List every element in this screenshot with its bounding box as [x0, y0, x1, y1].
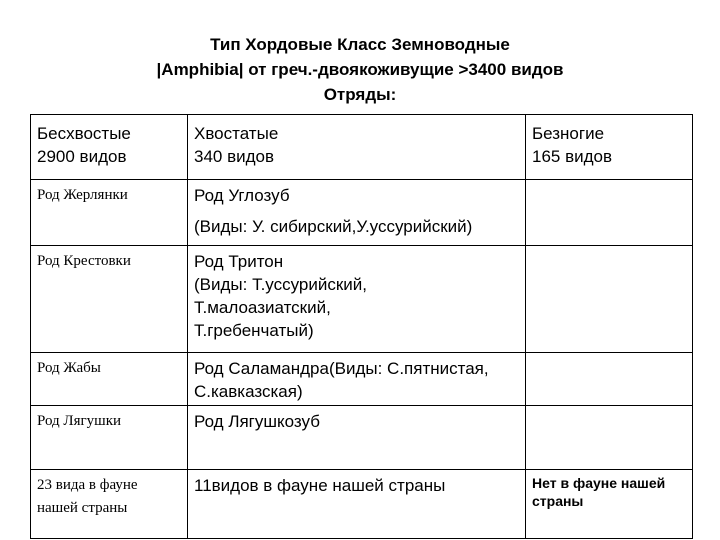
header-count: 340 видов	[194, 147, 275, 166]
table-cell: Род Углозуб (Виды: У. сибирский,У.уссурийский)	[188, 180, 526, 246]
table-row	[31, 353, 693, 406]
table-row	[31, 246, 693, 353]
table-cell: Род Жерлянки	[31, 180, 188, 246]
table-cell	[526, 246, 693, 353]
table-cell: Нет в фауне нашей страны	[526, 470, 693, 539]
table-cell: Род Саламандра(Виды: С.пятнистая, С.кавказская)	[188, 353, 526, 406]
header-count: 165 видов	[532, 147, 613, 166]
title-line-3: Отряды:	[323, 85, 397, 104]
table-cell: Род Крестовки	[31, 246, 188, 353]
table-cell: 23 вида в фауне нашей страны	[31, 470, 188, 539]
table-cell: Род Тритон (Виды: Т.уссурийский, Т.малоазиатский, Т.гребенчатый)	[188, 246, 526, 353]
table-cell: Род Лягушкозуб	[188, 406, 526, 470]
table-header-row	[31, 115, 693, 180]
title-line-2: |Amphibia| от греч.-двоякоживущие >3400 видов	[156, 60, 564, 79]
header-name: Хвостатые	[194, 124, 279, 143]
header-count: 2900 видов	[37, 147, 127, 166]
table-cell	[526, 406, 693, 470]
title-line-1: Тип Хордовые Класс Земноводные	[210, 35, 510, 54]
table-row	[31, 470, 693, 539]
table-cell: 11видов в фауне нашей страны	[188, 470, 526, 539]
header-name: Безногие	[532, 124, 605, 143]
table-row	[31, 180, 693, 246]
header-cell-apoda	[526, 115, 693, 180]
page-title	[0, 32, 720, 107]
orders-table	[30, 114, 693, 539]
table-cell	[526, 180, 693, 246]
table-cell: Род Жабы	[31, 353, 188, 406]
table-cell: Род Лягушки	[31, 406, 188, 470]
header-cell-anura	[31, 115, 188, 180]
table-cell	[526, 353, 693, 406]
header-name: Бесхвостые	[37, 124, 131, 143]
table-row	[31, 406, 693, 470]
header-cell-caudata	[188, 115, 526, 180]
